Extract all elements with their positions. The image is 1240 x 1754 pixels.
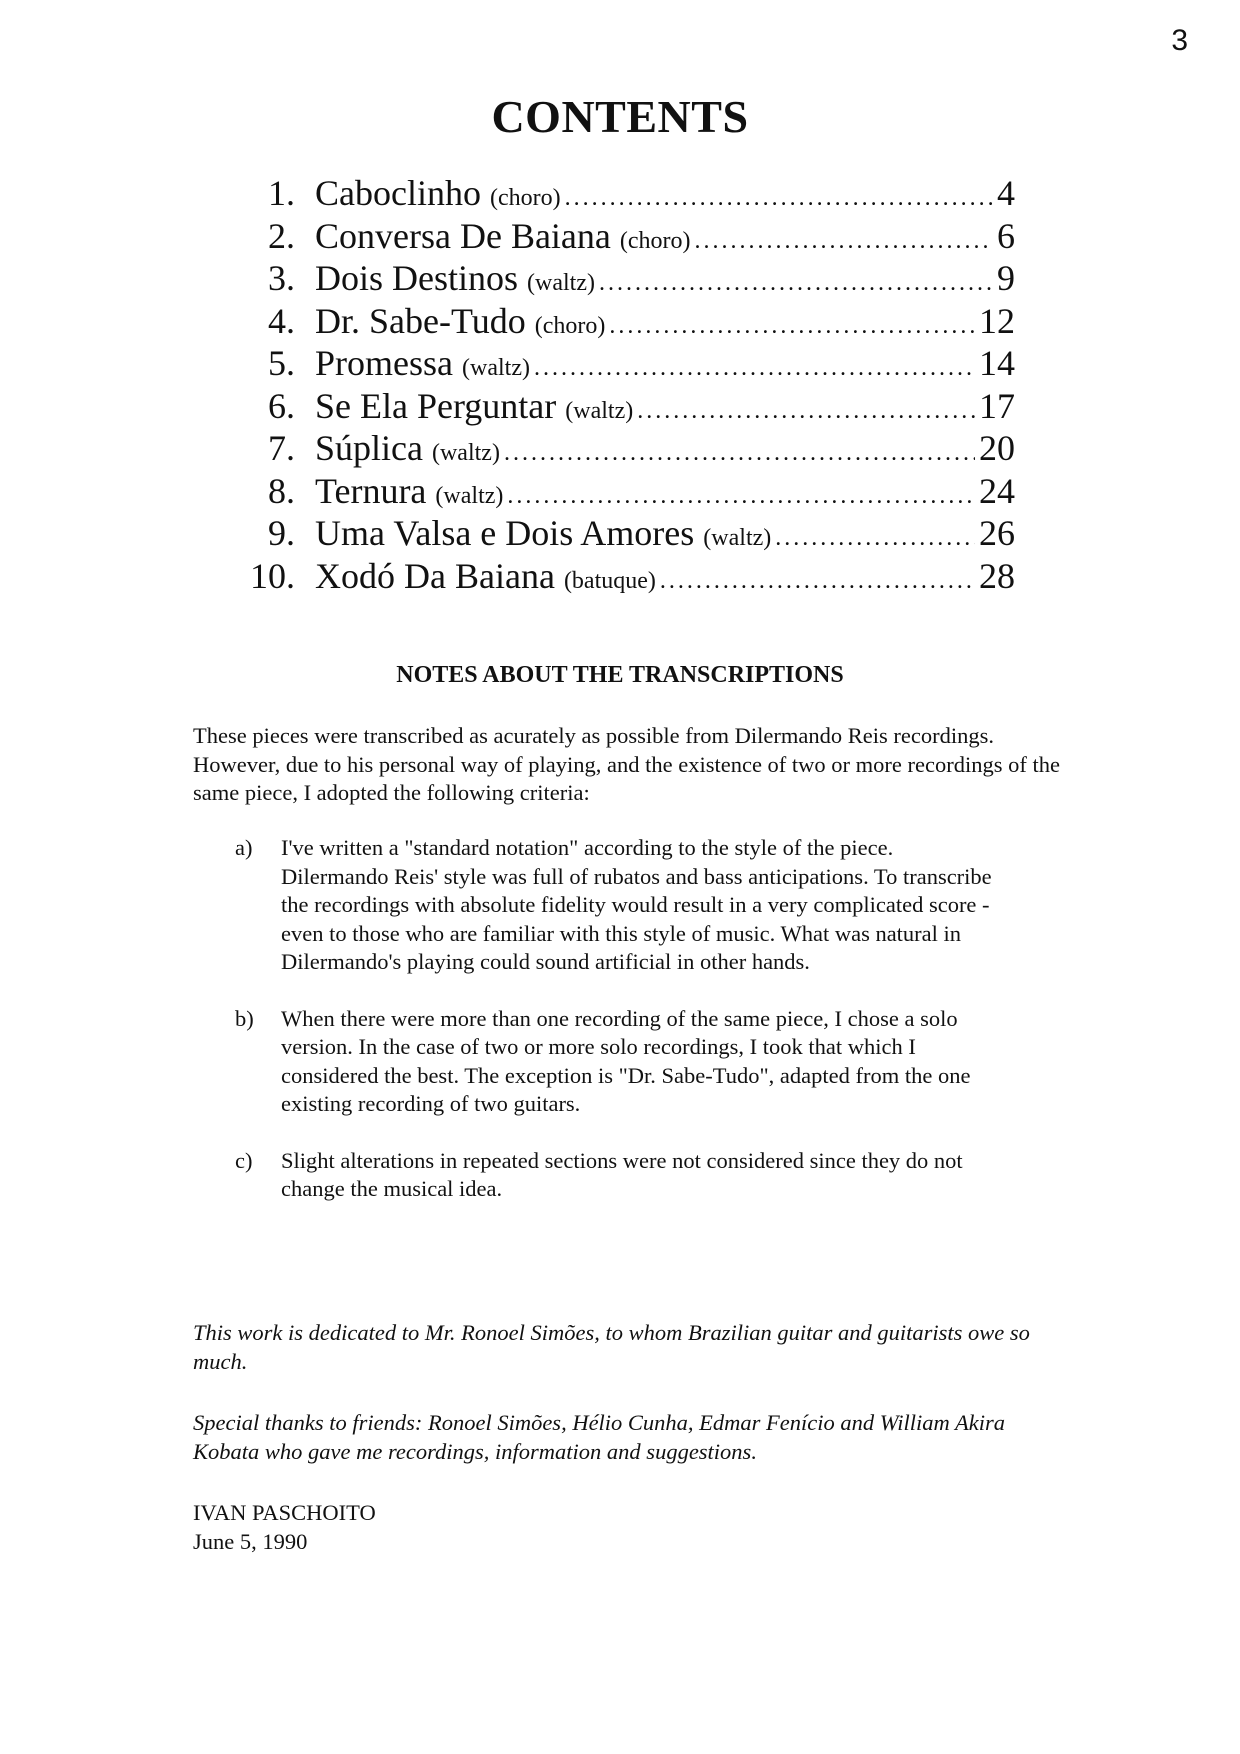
criteria-item	[235, 1005, 1005, 1119]
toc-entry-title: Xodó Da Baiana	[315, 555, 555, 596]
toc-entry-genre: (choro)	[534, 312, 606, 339]
notes-intro-paragraph: These pieces were transcribed as acurately as possible from Dilermando Reis recordings. However, due to his personal way of playing, and the existence of two or more recordings of the same piece, I adopted the following criteria:	[193, 723, 1060, 805]
notes-heading: NOTES ABOUT THE TRANSCRIPTIONS	[396, 662, 844, 688]
toc-entry	[215, 555, 1015, 598]
criteria-letter: c)	[235, 1147, 253, 1173]
toc-entry-genre: (waltz)	[527, 270, 595, 296]
toc-entry-page: 26	[979, 513, 1015, 553]
dedication: This work is dedicated to Mr. Ronoel Simões, to whom Brazilian guitar and guitarists owe so much.	[193, 1320, 1030, 1374]
toc-entry-page: 12	[979, 300, 1015, 341]
dot-leader	[609, 313, 975, 340]
toc-entry-number: 10.	[250, 555, 295, 596]
toc-entry-number: 7.	[268, 428, 295, 468]
criteria-item	[235, 1147, 1005, 1204]
dot-leader	[695, 228, 993, 255]
toc-entry-title: Promessa	[315, 343, 453, 383]
contents-title: CONTENTS	[491, 91, 749, 142]
toc-entry-title: Uma Valsa e Dois Amores	[315, 513, 695, 553]
dot-leader	[599, 270, 993, 297]
toc-entry-title: Conversa De Baiana	[315, 215, 611, 256]
dot-leader	[507, 483, 975, 510]
dot-leader	[534, 355, 975, 382]
toc-entry-page: 14	[979, 343, 1015, 383]
toc-entry-genre: (choro)	[489, 185, 561, 211]
toc-entry-genre: (waltz)	[462, 355, 530, 381]
toc-entry-page: 4	[997, 173, 1015, 213]
toc-entry-page: 24	[979, 470, 1015, 511]
criteria-item	[235, 834, 1005, 977]
toc-entry-title: Dois Destinos	[315, 258, 519, 298]
signature-date: June 5, 1990	[193, 1529, 308, 1554]
toc-entry-page: 9	[997, 258, 1015, 298]
toc-entry	[215, 512, 1015, 555]
toc-entry-genre: (waltz)	[431, 440, 500, 466]
dot-leader	[637, 398, 975, 425]
signature-block	[193, 1498, 376, 1556]
toc-entry	[215, 215, 1015, 258]
toc-entry	[215, 470, 1015, 513]
toc-entry	[215, 427, 1015, 470]
table-of-contents	[215, 172, 1015, 597]
toc-entry-number: 2.	[268, 215, 295, 256]
toc-entry-page: 28	[979, 555, 1015, 596]
toc-entry	[215, 257, 1015, 300]
toc-entry	[215, 300, 1015, 343]
toc-entry-page: 17	[979, 385, 1015, 426]
toc-entry-number: 8.	[268, 470, 295, 511]
toc-entry-title: Dr. Sabe-Tudo	[315, 300, 526, 341]
toc-entry-number: 3.	[268, 258, 295, 298]
toc-entry-number: 1.	[268, 173, 295, 213]
toc-entry-title: Súplica	[315, 428, 423, 468]
toc-entry-number: 6.	[268, 385, 295, 426]
criteria-letter: a)	[235, 835, 253, 860]
toc-entry-genre: (waltz)	[703, 525, 772, 551]
toc-entry-title: Ternura	[315, 470, 427, 511]
toc-entry-number: 9.	[268, 513, 295, 553]
criteria-list	[235, 834, 1005, 1232]
toc-entry	[215, 172, 1015, 215]
toc-entry-genre: (choro)	[619, 227, 691, 254]
toc-entry-number: 5.	[268, 343, 295, 383]
toc-entry	[215, 342, 1015, 385]
toc-entry-title: Caboclinho	[315, 173, 481, 213]
special-thanks: Special thanks to friends: Ronoel Simões, Hélio Cunha, Edmar Fenício and William Akira Kobata who gave me recordings, information and suggestions.	[193, 1410, 1005, 1464]
toc-entry	[215, 385, 1015, 428]
toc-entry-genre: (waltz)	[435, 482, 504, 509]
criteria-letter: b)	[235, 1005, 254, 1031]
criteria-text: Slight alterations in repeated sections were not considered since they do not change the musical idea.	[281, 1147, 963, 1201]
toc-entry-page: 20	[979, 428, 1015, 468]
toc-entry-genre: (batuque)	[563, 567, 656, 594]
dot-leader	[504, 440, 975, 467]
toc-entry-genre: (waltz)	[565, 397, 634, 424]
dot-leader	[775, 525, 975, 552]
toc-entry-number: 4.	[268, 300, 295, 341]
page-number: 3	[1171, 24, 1188, 57]
dot-leader	[660, 568, 975, 595]
criteria-text: I've written a "standard notation" according to the style of the piece. Dilermando Reis' style was full of rubatos and bass anticipations. To transcribe the recordings with absolute fidelity would result in a very complicated score - even to those who are familiar with this style of music. What was natural in Dilermando's playing could sound artificial in other hands.	[281, 835, 992, 974]
author-name: IVAN PASCHOITO	[193, 1500, 376, 1525]
toc-entry-page: 6	[997, 215, 1015, 256]
dot-leader	[565, 185, 993, 212]
toc-entry-title: Se Ela Perguntar	[315, 385, 557, 426]
criteria-text: When there were more than one recording of the same piece, I chose a solo version. In the case of two or more solo recordings, I took that which I considered the best. The exception is "Dr. Sabe-Tudo", adapted from the one existing recording of two guitars.	[281, 1005, 971, 1116]
